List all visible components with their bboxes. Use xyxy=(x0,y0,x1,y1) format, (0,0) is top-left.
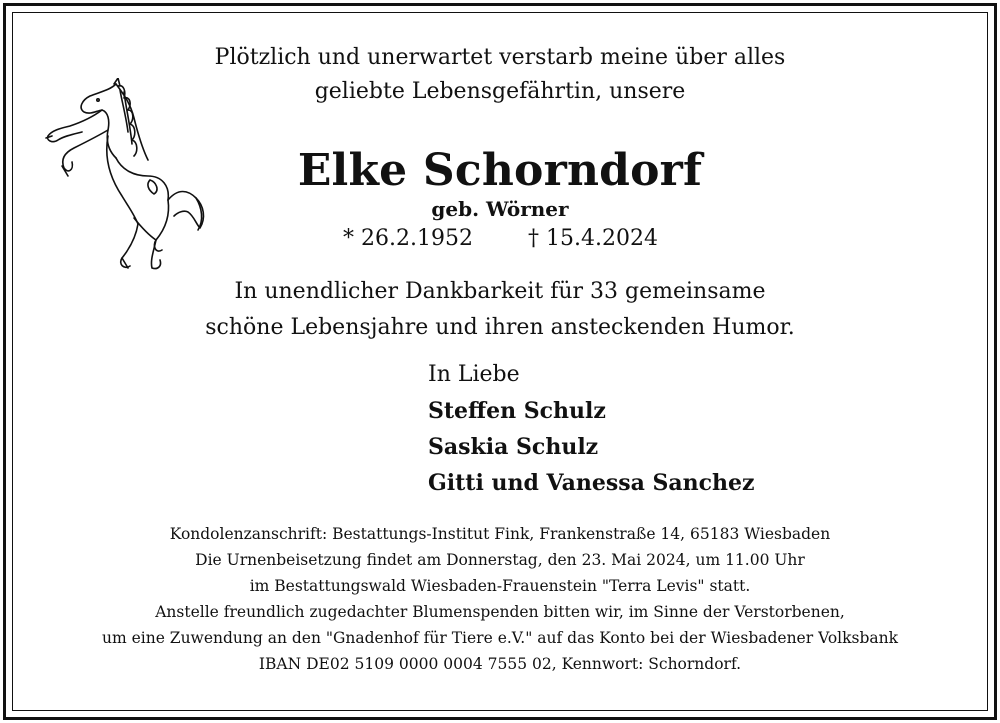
thanks-line-2: schöne Lebensjahre und ihren ansteckenden Humor. xyxy=(205,315,795,340)
birth-name: geb. Wörner xyxy=(431,197,569,221)
burial-info-line-1: Die Urnenbeisetzung findet am Donnerstag, den 23. Mai 2024, um 11.00 Uhr xyxy=(195,551,805,569)
burial-info-line-2: im Bestattungswald Wiesbaden-Frauenstein "Terra Levis" statt. xyxy=(249,577,751,595)
intro-text xyxy=(0,41,1000,109)
death-date: † 15.4.2024 xyxy=(528,226,658,251)
bank-details: IBAN DE02 5109 0000 0004 7555 02, Kennwort: Schorndorf. xyxy=(258,655,742,673)
mourner-name: Steffen Schulz xyxy=(428,398,606,424)
footer-notice xyxy=(0,521,1000,677)
intro-line-2: geliebte Lebensgefährtin, unsere xyxy=(314,79,686,104)
mourner-name: Gitti und Vanessa Sanchez xyxy=(428,470,755,496)
mourner-name: Saskia Schulz xyxy=(428,434,599,460)
donation-info-line-2: um eine Zuwendung an den "Gnadenhof für Tiere e.V." auf das Konto bei der Wiesbadener Volksbank xyxy=(101,629,899,647)
intro-line-1: Plötzlich und unerwartet verstarb meine über alles xyxy=(214,45,786,70)
condolence-address: Kondolenzanschrift: Bestattungs-Institut Fink, Frankenstraße 14, 65183 Wiesbaden xyxy=(169,525,831,543)
thanks-text xyxy=(0,274,1000,346)
donation-info-line-1: Anstelle freundlich zugedachter Blumenspenden bitten wir, im Sinne der Verstorbenen, xyxy=(155,603,845,621)
deceased-name: Elke Schorndorf xyxy=(297,145,703,196)
birth-date: * 26.2.1952 xyxy=(343,226,473,251)
thanks-line-1: In unendlicher Dankbarkeit für 33 gemeinsame xyxy=(234,279,766,304)
signoff-block xyxy=(428,357,755,501)
signoff-greeting: In Liebe xyxy=(428,362,520,387)
